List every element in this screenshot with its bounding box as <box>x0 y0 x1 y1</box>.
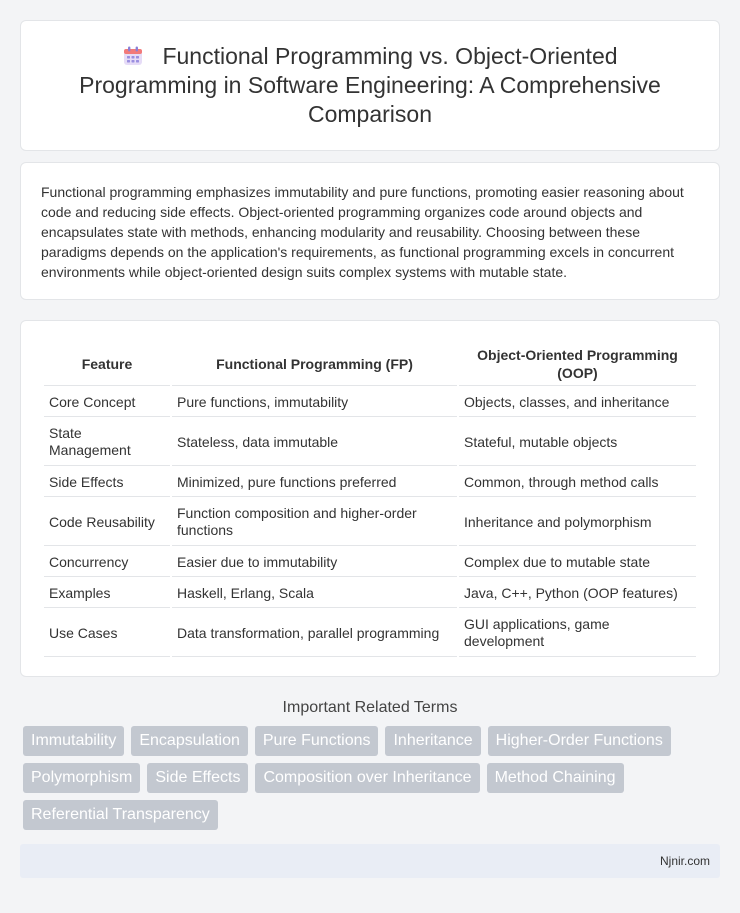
row-oop: Java, C++, Python (OOP features) <box>459 579 696 608</box>
term-tag[interactable]: Higher-Order Functions <box>488 726 671 756</box>
footer <box>20 844 720 878</box>
intro-text: Functional programming emphasizes immutability and pure functions, promoting easier reasoning about code and reducing side effects. Object-oriented programming organizes code around objects and encapsulates state with methods, enhancing modularity and reusability. Choosing between these paradigms depends on the application's requirements, as functional programming excels in concurrent environments while object-oriented design suits complex systems with mutable state. <box>41 184 684 280</box>
term-tag[interactable]: Side Effects <box>147 763 248 793</box>
row-oop: Complex due to mutable state <box>459 548 696 577</box>
row-oop: Objects, classes, and inheritance <box>459 388 696 417</box>
term-tag[interactable]: Inheritance <box>385 726 480 756</box>
title-card <box>20 20 720 151</box>
row-fp: Data transformation, parallel programming <box>172 610 457 657</box>
row-fp: Stateless, data immutable <box>172 419 457 466</box>
intro-card <box>20 162 720 300</box>
row-oop: Common, through method calls <box>459 468 696 497</box>
row-feature: Use Cases <box>44 610 170 657</box>
row-fp: Function composition and higher-order functions <box>172 499 457 546</box>
table-header-row <box>44 343 696 386</box>
table-row <box>44 388 696 417</box>
table-row <box>44 419 696 466</box>
term-tag[interactable]: Referential Transparency <box>23 800 218 830</box>
table-row <box>44 468 696 497</box>
row-feature: Examples <box>44 579 170 608</box>
term-tag[interactable]: Method Chaining <box>487 763 624 793</box>
row-fp: Haskell, Erlang, Scala <box>172 579 457 608</box>
row-feature: Side Effects <box>44 468 170 497</box>
comparison-table <box>42 341 698 659</box>
table-row <box>44 579 696 608</box>
table-row <box>44 499 696 546</box>
header-feature: Feature <box>44 343 170 386</box>
related-terms-heading: Important Related Terms <box>282 699 458 716</box>
calendar-icon <box>122 45 144 67</box>
row-feature: State Management <box>44 419 170 466</box>
term-tag[interactable]: Composition over Inheritance <box>255 763 479 793</box>
row-feature: Code Reusability <box>44 499 170 546</box>
page-title <box>61 42 679 129</box>
row-fp: Easier due to immutability <box>172 548 457 577</box>
term-tag[interactable]: Pure Functions <box>255 726 379 756</box>
row-feature: Concurrency <box>44 548 170 577</box>
term-tag[interactable]: Polymorphism <box>23 763 140 793</box>
related-terms-list <box>20 726 720 830</box>
term-tag[interactable]: Immutability <box>23 726 124 756</box>
header-oop: Object-Oriented Programming (OOP) <box>459 343 696 386</box>
row-feature: Core Concept <box>44 388 170 417</box>
row-fp: Minimized, pure functions preferred <box>172 468 457 497</box>
row-oop: Stateful, mutable objects <box>459 419 696 466</box>
row-oop: Inheritance and polymorphism <box>459 499 696 546</box>
row-oop: GUI applications, game development <box>459 610 696 657</box>
header-fp: Functional Programming (FP) <box>172 343 457 386</box>
footer-site[interactable]: Njnir.com <box>659 854 710 868</box>
row-fp: Pure functions, immutability <box>172 388 457 417</box>
term-tag[interactable]: Encapsulation <box>131 726 248 756</box>
table-row <box>44 548 696 577</box>
comparison-table-card <box>20 320 720 677</box>
table-row <box>44 610 696 657</box>
page-title-text: Functional Programming vs. Object-Oriented Programming in Software Engineering: A Comprehensive Comparison <box>79 43 661 127</box>
